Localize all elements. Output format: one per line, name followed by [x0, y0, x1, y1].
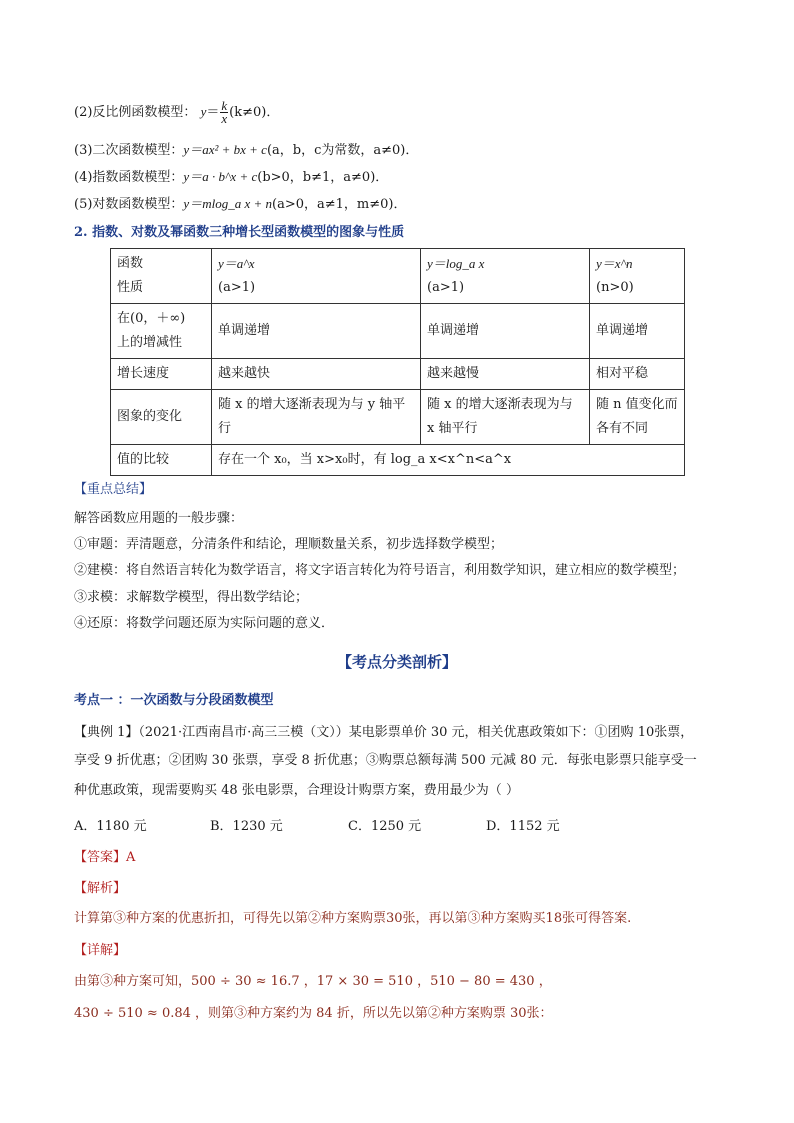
- cell-graph-pow: 随 n 值变化而各有不同: [590, 390, 685, 445]
- header-pow-cond: (n>0): [596, 280, 634, 295]
- model-2-lhs: y: [200, 104, 207, 119]
- cell-monotonic-log: 单调递增: [421, 304, 590, 359]
- table-row: [111, 359, 685, 390]
- answer-line: [74, 846, 135, 865]
- row-compare-label: 值的比较: [111, 445, 212, 476]
- model-2-condition: (k≠0)．: [229, 105, 280, 120]
- model-4-label: (4)指数函数模型：: [74, 170, 184, 185]
- row-speed-label: 增长速度: [111, 359, 212, 390]
- fraction-denominator: x: [221, 111, 228, 126]
- model-4-condition: (b>0，b≠1，a≠0)．: [257, 170, 389, 185]
- model-3-condition: (a，b，c为常数，a≠0)．: [266, 143, 419, 158]
- model-2-fraction: [220, 100, 228, 125]
- analysis-label: 【解析】: [74, 881, 127, 896]
- cell-graph-exp: 随 x 的增大逐渐表现为与 y 轴平行: [212, 390, 421, 445]
- option-c: C．1250 元: [348, 819, 422, 834]
- row-monotonic-label-a: 在(0，＋∞): [117, 311, 186, 326]
- fraction-numerator: k: [221, 98, 228, 113]
- row-monotonic-label: [111, 304, 212, 359]
- summary-step-2: ②建模：将自然语言转化为数学语言，将文字语言转化为符号语言，利用数学知识，建立相应的数学模型；: [74, 563, 686, 578]
- model-3-label: (3)二次函数模型：: [74, 143, 184, 158]
- answer-value: A: [126, 850, 136, 865]
- row-graph-label: 图象的变化: [111, 390, 212, 445]
- header-exp-func: y＝a^x: [218, 256, 255, 271]
- model-logarithmic: [74, 193, 406, 212]
- header-corner-cell: [111, 249, 212, 304]
- model-5-label: (5)对数函数模型：: [74, 197, 184, 212]
- row-monotonic-label-b: 上的增减性: [117, 335, 183, 350]
- answer-label: 【答案】: [74, 850, 127, 865]
- cell-speed-pow: 相对平稳: [590, 359, 685, 390]
- detail-label: 【详解】: [74, 943, 127, 958]
- summary-step-3: ③求模：求解数学模型，得出数学结论；: [74, 590, 309, 605]
- table-row: [111, 304, 685, 359]
- table-row: [111, 445, 685, 476]
- summary-step-4: ④还原：将数学问题还原为实际问题的意义．: [74, 616, 335, 631]
- cell-monotonic-exp: 单调递增: [212, 304, 421, 359]
- header-function-label: 函数: [117, 256, 144, 271]
- example-line-2: 享受 9 折优惠；②团购 30 张票，享受 8 折优惠；③购票总额每满 500 元减 80 元．每张电影票只能享受一: [74, 753, 697, 768]
- header-power: [590, 249, 685, 304]
- cell-speed-log: 越来越慢: [421, 359, 590, 390]
- analysis-heading: 【考点分类剖析】: [336, 653, 457, 671]
- model-5-condition: (a>0，a≠1，m≠0)．: [272, 197, 407, 212]
- table-row: [111, 390, 685, 445]
- analysis-text: 计算第③种方案的优惠折扣，可得先以第②种方案购票30张，再以第③种方案购买18张可得答案.: [74, 911, 632, 926]
- header-exp-cond: (a>1): [218, 280, 256, 295]
- detail-line-1: 由第③种方案可知，500 ÷ 30 ≈ 16.7 ，17 × 30 = 510 ，510 − 80 = 430 ，: [74, 974, 552, 989]
- section-2-title: 2. 指数、对数及幂函数三种增长型函数模型的图象与性质: [74, 225, 405, 240]
- kaodian-1-title: 考点一 ：一次函数与分段函数模型: [74, 693, 274, 708]
- example-line-1: 【典例 1】（2021·江西南昌市·高三三模（文））某电影票单价 30 元，相关优惠政策如下：①团购 10张票，: [74, 725, 694, 740]
- summary-title: 【重点总结】: [74, 482, 153, 497]
- header-pow-func: y＝x^n: [596, 256, 633, 271]
- table-header-row: [111, 249, 685, 304]
- cell-compare-value: 存在一个 x₀，当 x>x₀时，有 log_a x<x^n<a^x: [212, 445, 685, 476]
- header-property-label: 性质: [117, 280, 144, 295]
- model-quadratic: [74, 139, 418, 158]
- model-inverse-proportional: [74, 100, 279, 125]
- option-d: D．1152 元: [486, 819, 560, 834]
- growth-models-table: [110, 248, 685, 476]
- model-exponential: [74, 166, 388, 185]
- model-2-label: (2)反比例函数模型：: [74, 105, 197, 120]
- header-exponential: [212, 249, 421, 304]
- example-line-3: 种优惠政策，现需要购买 48 张电影票，合理设计购票方案，费用最少为（ ）: [74, 783, 519, 798]
- option-a: A．1180 元: [74, 819, 147, 834]
- header-logarithmic: [421, 249, 590, 304]
- header-log-cond: (a>1): [427, 280, 465, 295]
- model-2-eq: ＝: [206, 105, 220, 120]
- model-5-formula: y＝mlog_a x + n: [183, 196, 272, 211]
- header-log-func: y＝log_a x: [427, 256, 485, 271]
- cell-graph-log: 随 x 的增大逐渐表现为与 x 轴平行: [421, 390, 590, 445]
- summary-intro: 解答函数应用题的一般步骤：: [74, 511, 244, 526]
- option-b: B．1230 元: [210, 819, 283, 834]
- model-3-formula: y＝ax² + bx + c: [183, 142, 267, 157]
- cell-speed-exp: 越来越快: [212, 359, 421, 390]
- cell-monotonic-pow: 单调递增: [590, 304, 685, 359]
- summary-step-1: ①审题：弄清题意，分清条件和结论，理顺数量关系，初步选择数学模型；: [74, 537, 504, 552]
- detail-line-2: 430 ÷ 510 ≈ 0.84 ，则第③种方案约为 84 折，所以先以第②种方案购票 30张：: [74, 1006, 553, 1021]
- model-4-formula: y＝a · b^x + c: [183, 169, 258, 184]
